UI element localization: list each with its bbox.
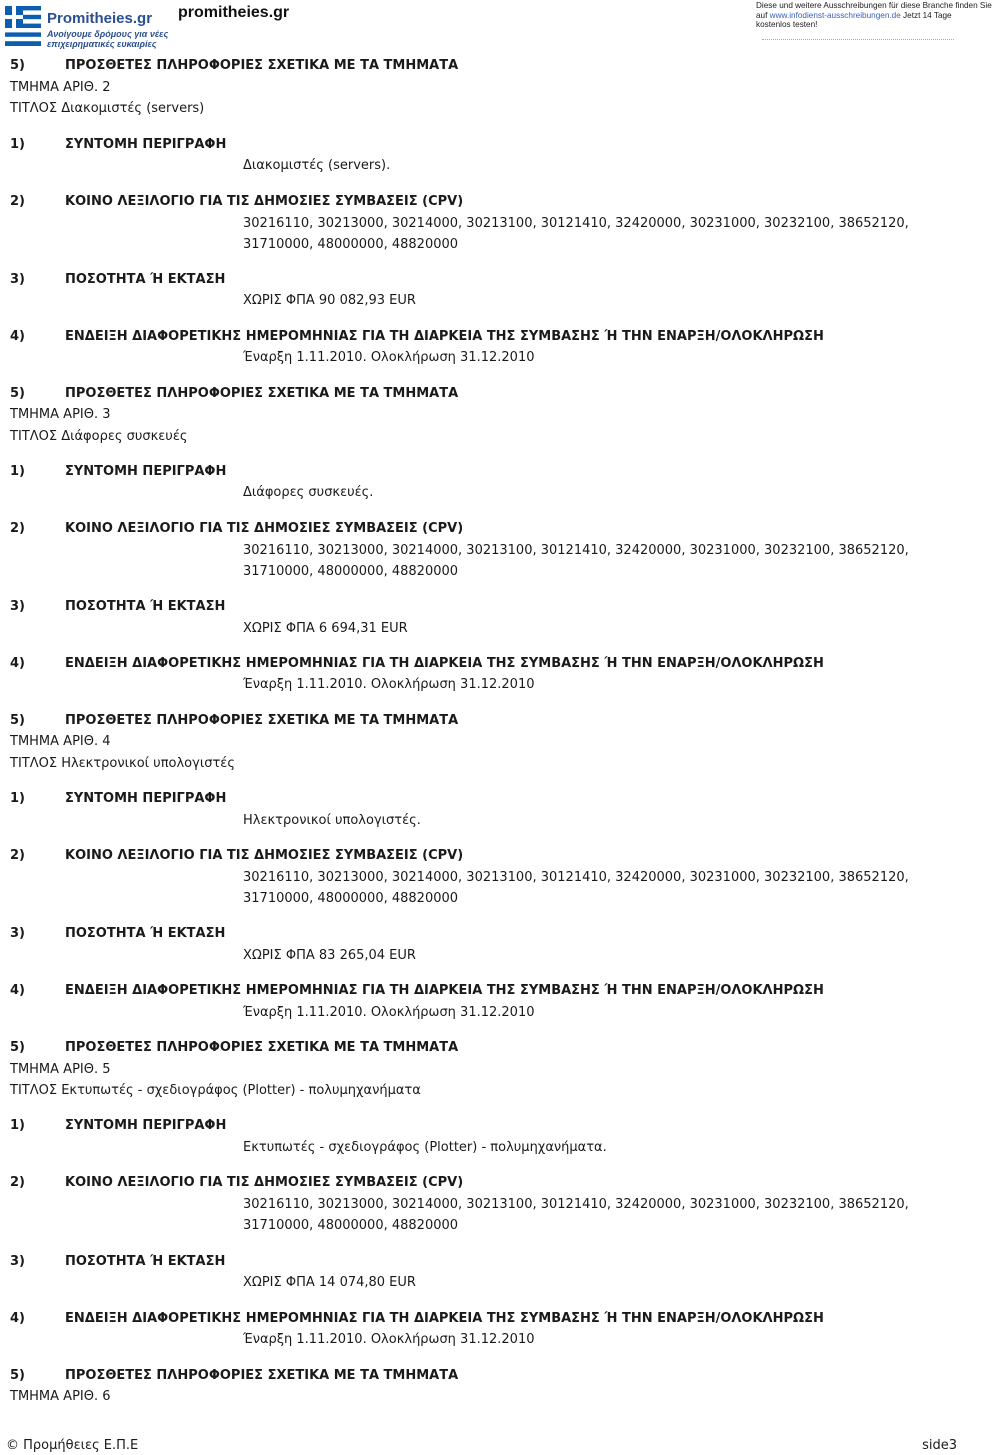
lot-number: ΤΜΗΜΑ ΑΡΙΘ. 2 <box>10 80 111 95</box>
divider <box>762 39 954 40</box>
ad-line: kostenlos testen! <box>756 20 818 29</box>
logo-tagline: Ανοίγουμε δρόμους για νέες <box>47 29 169 39</box>
lot-number: ΤΜΗΜΑ ΑΡΙΘ. 5 <box>10 1062 111 1077</box>
section-heading: 3) ΠΟΣΟΤΗΤΑ Ή ΕΚΤΑΣΗ <box>10 272 226 287</box>
contract-dates: Έναρξη 1.11.2010. Ολοκλήρωση 31.12.2010 <box>243 350 535 365</box>
greek-flag-icon <box>5 6 41 46</box>
section-heading: 4) ΕΝΔΕΙΞΗ ΔΙΑΦΟΡΕΤΙΚΗΣ ΗΜΕΡΟΜΗΝΙΑΣ ΓΙΑ ΤΗ ΔΙΑΡΚΕΙΑ ΤΗΣ ΣΥΜΒΑΣΗΣ Ή ΤΗΝ ΕΝΑΡΞΗ/ΟΛΟΚΛΗΡΩΣΗ <box>10 329 824 344</box>
ad-line <box>756 11 960 21</box>
quantity-value: ΧΩΡΙΣ ΦΠΑ 6 694,31 EUR <box>243 621 408 636</box>
page-header <box>0 0 992 52</box>
section-heading: 1) ΣΥΝΤΟΜΗ ΠΕΡΙΓΡΑΦΗ <box>10 464 227 479</box>
lot-title: ΤΙΤΛΟΣ Διάφορες συσκευές <box>10 429 188 444</box>
ad-text: Jetzt 14 Tage <box>903 10 952 20</box>
section-heading: 4) ΕΝΔΕΙΞΗ ΔΙΑΦΟΡΕΤΙΚΗΣ ΗΜΕΡΟΜΗΝΙΑΣ ΓΙΑ ΤΗ ΔΙΑΡΚΕΙΑ ΤΗΣ ΣΥΜΒΑΣΗΣ Ή ΤΗΝ ΕΝΑΡΞΗ/ΟΛΟΚΛΗΡΩΣΗ <box>10 1311 824 1326</box>
cpv-codes: 31710000, 48000000, 48820000 <box>243 891 459 906</box>
section-heading: 4) ΕΝΔΕΙΞΗ ΔΙΑΦΟΡΕΤΙΚΗΣ ΗΜΕΡΟΜΗΝΙΑΣ ΓΙΑ ΤΗ ΔΙΑΡΚΕΙΑ ΤΗΣ ΣΥΜΒΑΣΗΣ Ή ΤΗΝ ΕΝΑΡΞΗ/ΟΛΟΚΛΗΡΩΣΗ <box>10 983 824 998</box>
section-heading: 5) ΠΡΟΣΘΕΤΕΣ ΠΛΗΡΟΦΟΡΙΕΣ ΣΧΕΤΙΚΑ ΜΕ ΤΑ ΤΜΗΜΑΤΑ <box>10 1040 459 1055</box>
section-heading: 1) ΣΥΝΤΟΜΗ ΠΕΡΙΓΡΑΦΗ <box>10 791 227 806</box>
section-heading: 2) ΚΟΙΝΟ ΛΕΞΙΛΟΓΙΟ ΓΙΑ ΤΙΣ ΔΗΜΟΣΙΕΣ ΣΥΜΒΑΣΕΙΣ (CPV) <box>10 1175 464 1190</box>
section-heading: 5) ΠΡΟΣΘΕΤΕΣ ΠΛΗΡΟΦΟΡΙΕΣ ΣΧΕΤΙΚΑ ΜΕ ΤΑ ΤΜΗΜΑΤΑ <box>10 1368 459 1383</box>
cpv-codes: 31710000, 48000000, 48820000 <box>243 1218 459 1233</box>
cpv-codes: 31710000, 48000000, 48820000 <box>243 564 459 579</box>
quantity-value: ΧΩΡΙΣ ΦΠΑ 14 074,80 EUR <box>243 1275 416 1290</box>
contract-dates: Έναρξη 1.11.2010. Ολοκλήρωση 31.12.2010 <box>243 1005 535 1020</box>
lot-number: ΤΜΗΜΑ ΑΡΙΘ. 3 <box>10 407 111 422</box>
section-heading: 2) ΚΟΙΝΟ ΛΕΞΙΛΟΓΙΟ ΓΙΑ ΤΙΣ ΔΗΜΟΣΙΕΣ ΣΥΜΒΑΣΕΙΣ (CPV) <box>10 194 464 209</box>
cpv-codes: 31710000, 48000000, 48820000 <box>243 237 459 252</box>
section-heading: 5) ΠΡΟΣΘΕΤΕΣ ΠΛΗΡΟΦΟΡΙΕΣ ΣΧΕΤΙΚΑ ΜΕ ΤΑ ΤΜΗΜΑΤΑ <box>10 713 459 728</box>
lot-title: ΤΙΤΛΟΣ Διακομιστές (servers) <box>10 101 205 116</box>
cpv-codes: 30216110, 30213000, 30214000, 30213100, 30121410, 32420000, 30231000, 30232100, 38652120, <box>243 216 909 231</box>
section-heading: 1) ΣΥΝΤΟΜΗ ΠΕΡΙΓΡΑΦΗ <box>10 1118 227 1133</box>
lot-title: ΤΙΤΛΟΣ Εκτυπωτές - σχεδιογράφος (Plotter) - πολυμηχανήματα <box>10 1083 421 1098</box>
lot-title: ΤΙΤΛΟΣ Ηλεκτρονικοί υπολογιστές <box>10 756 235 771</box>
quantity-value: ΧΩΡΙΣ ΦΠΑ 90 082,93 EUR <box>243 293 416 308</box>
ad-text: auf <box>756 10 768 20</box>
section-heading: 2) ΚΟΙΝΟ ΛΕΞΙΛΟΓΙΟ ΓΙΑ ΤΙΣ ΔΗΜΟΣΙΕΣ ΣΥΜΒΑΣΕΙΣ (CPV) <box>10 521 464 536</box>
section-heading: 2) ΚΟΙΝΟ ΛΕΞΙΛΟΓΙΟ ΓΙΑ ΤΙΣ ΔΗΜΟΣΙΕΣ ΣΥΜΒΑΣΕΙΣ (CPV) <box>10 848 464 863</box>
section-heading: 5) ΠΡΟΣΘΕΤΕΣ ΠΛΗΡΟΦΟΡΙΕΣ ΣΧΕΤΙΚΑ ΜΕ ΤΑ ΤΜΗΜΑΤΑ <box>10 386 459 401</box>
section-heading: 5) ΠΡΟΣΘΕΤΕΣ ΠΛΗΡΟΦΟΡΙΕΣ ΣΧΕΤΙΚΑ ΜΕ ΤΑ ΤΜΗΜΑΤΑ <box>10 58 459 73</box>
footer-copyright: © Προμήθειες Ε.Π.Ε <box>6 1438 139 1453</box>
cpv-codes: 30216110, 30213000, 30214000, 30213100, 30121410, 32420000, 30231000, 30232100, 38652120, <box>243 543 909 558</box>
logo-title: Promitheies.gr <box>47 10 153 27</box>
section-heading: 3) ΠΟΣΟΤΗΤΑ Ή ΕΚΤΑΣΗ <box>10 599 226 614</box>
short-description: Εκτυπωτές - σχεδιογράφος (Plotter) - πολυμηχανήματα. <box>243 1140 607 1155</box>
short-description: Διάφορες συσκευές. <box>243 485 374 500</box>
section-heading: 4) ΕΝΔΕΙΞΗ ΔΙΑΦΟΡΕΤΙΚΗΣ ΗΜΕΡΟΜΗΝΙΑΣ ΓΙΑ ΤΗ ΔΙΑΡΚΕΙΑ ΤΗΣ ΣΥΜΒΑΣΗΣ Ή ΤΗΝ ΕΝΑΡΞΗ/ΟΛΟΚΛΗΡΩΣΗ <box>10 656 824 671</box>
cpv-codes: 30216110, 30213000, 30214000, 30213100, 30121410, 32420000, 30231000, 30232100, 38652120, <box>243 1197 909 1212</box>
short-description: Διακομιστές (servers). <box>243 158 391 173</box>
ad-link[interactable]: www.infodienst-ausschreibungen.de <box>769 10 901 20</box>
contract-dates: Έναρξη 1.11.2010. Ολοκλήρωση 31.12.2010 <box>243 1332 535 1347</box>
short-description: Ηλεκτρονικοί υπολογιστές. <box>243 813 421 828</box>
site-name: promitheies.gr <box>178 4 290 21</box>
ad-banner <box>756 1 992 30</box>
logo-tagline: επιχειρηματικές ευκαιρίες <box>47 39 157 49</box>
ad-line: Diese und weitere Ausschreibungen für diese Branche finden Sie <box>756 1 992 10</box>
site-logo[interactable] <box>5 6 169 50</box>
lot-number: ΤΜΗΜΑ ΑΡΙΘ. 6 <box>10 1389 111 1404</box>
section-heading: 3) ΠΟΣΟΤΗΤΑ Ή ΕΚΤΑΣΗ <box>10 926 226 941</box>
section-heading: 1) ΣΥΝΤΟΜΗ ΠΕΡΙΓΡΑΦΗ <box>10 137 227 152</box>
quantity-value: ΧΩΡΙΣ ΦΠΑ 83 265,04 EUR <box>243 948 416 963</box>
section-heading: 3) ΠΟΣΟΤΗΤΑ Ή ΕΚΤΑΣΗ <box>10 1254 226 1269</box>
page-number: side3 <box>922 1438 957 1453</box>
lot-number: ΤΜΗΜΑ ΑΡΙΘ. 4 <box>10 734 111 749</box>
cpv-codes: 30216110, 30213000, 30214000, 30213100, 30121410, 32420000, 30231000, 30232100, 38652120, <box>243 870 909 885</box>
contract-dates: Έναρξη 1.11.2010. Ολοκλήρωση 31.12.2010 <box>243 677 535 692</box>
